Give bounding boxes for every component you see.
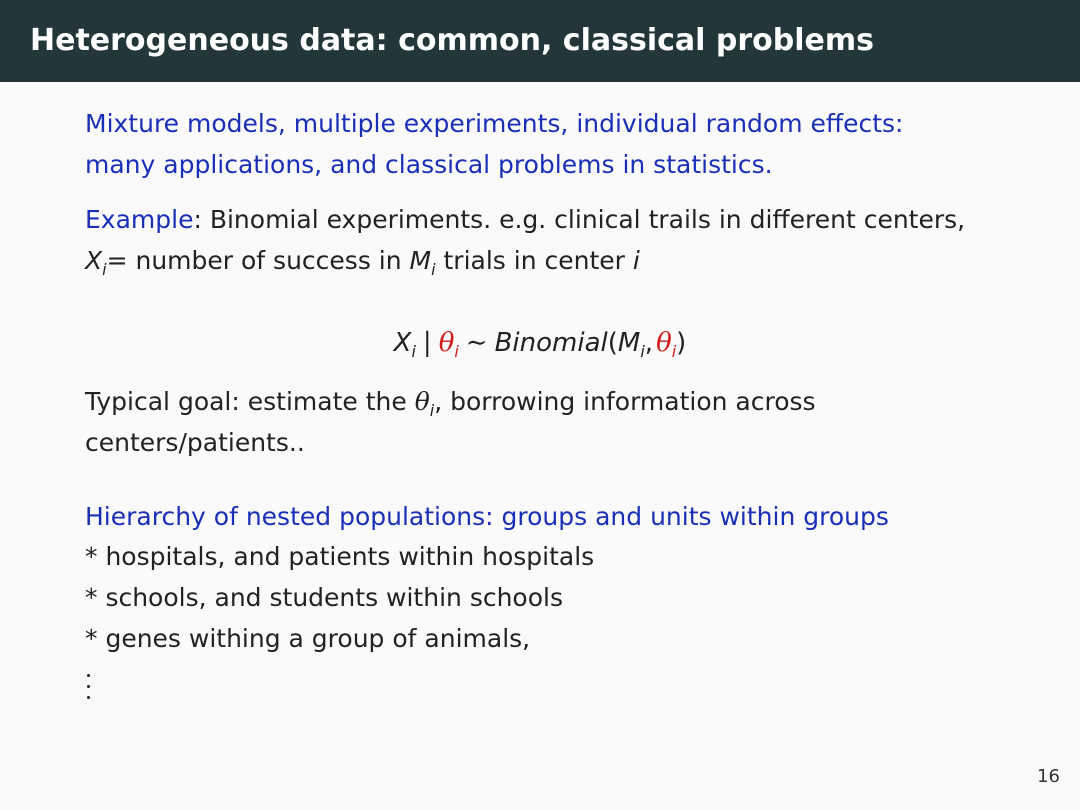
eq-distribution-name: Binomial (494, 328, 608, 358)
example-line-1-text: : Binomial experiments. e.g. clinical trails in different centers, (193, 205, 966, 234)
goal-suffix: , borrowing information across (434, 387, 816, 416)
eq-theta-sub: i (454, 342, 459, 361)
eq-theta-arg-symbol: θ (656, 328, 672, 358)
example-label: Example (85, 205, 194, 234)
eq-theta-arg-sub: i (671, 342, 677, 361)
center-index: i (632, 246, 640, 275)
eq-m-sub: i (640, 342, 645, 361)
intro-line-1: Mixture models, multiple experiments, individual random effects: (85, 109, 904, 138)
eq-theta-arg (656, 328, 677, 361)
page-number: 16 (1037, 766, 1060, 787)
eq-lhs-sub: i (411, 342, 416, 361)
intro-line-2: many applications, and classical problems in statistics. (85, 150, 773, 179)
slide-title: Heterogeneous data: common, classical problems (30, 23, 874, 58)
eq-theta-symbol: θ (438, 328, 455, 358)
hierarchy-heading: Hierarchy of nested populations: groups and units within groups (85, 502, 889, 531)
subscript-i: i (431, 260, 436, 279)
goal-prefix: Typical goal: estimate the (85, 387, 415, 416)
var-x: X (85, 246, 103, 275)
eq-close-paren: ) (676, 328, 687, 358)
goal-theta-sub: i (429, 401, 435, 420)
var-m: M (409, 246, 432, 275)
example-eq-text: = number of success in (106, 246, 410, 275)
eq-open-paren: ( (607, 328, 618, 358)
binomial-equation (0, 322, 1080, 364)
subscript-i: i (102, 260, 107, 279)
list-item: * schools, and students within schools (85, 583, 563, 612)
list-item: * genes withing a group of animals, (85, 624, 531, 653)
title-bar (0, 0, 1080, 82)
goal-theta: θ (414, 387, 430, 416)
list-item: * hospitals, and patients within hospitals (85, 542, 595, 571)
eq-comma: , (644, 328, 654, 358)
eq-theta (438, 328, 459, 361)
example-line-1 (85, 199, 965, 240)
eq-tilde: ∼ (465, 328, 488, 358)
vertical-ellipsis-icon (84, 670, 92, 704)
example-trials-text: trials in center (435, 246, 633, 275)
example-line-2 (85, 240, 640, 281)
eq-m-var: M (617, 328, 641, 358)
goal-line-1 (85, 381, 816, 422)
goal-line-2: centers/patients.. (85, 428, 305, 457)
eq-bar: | (422, 328, 432, 358)
eq-lhs-var: X (393, 328, 412, 358)
